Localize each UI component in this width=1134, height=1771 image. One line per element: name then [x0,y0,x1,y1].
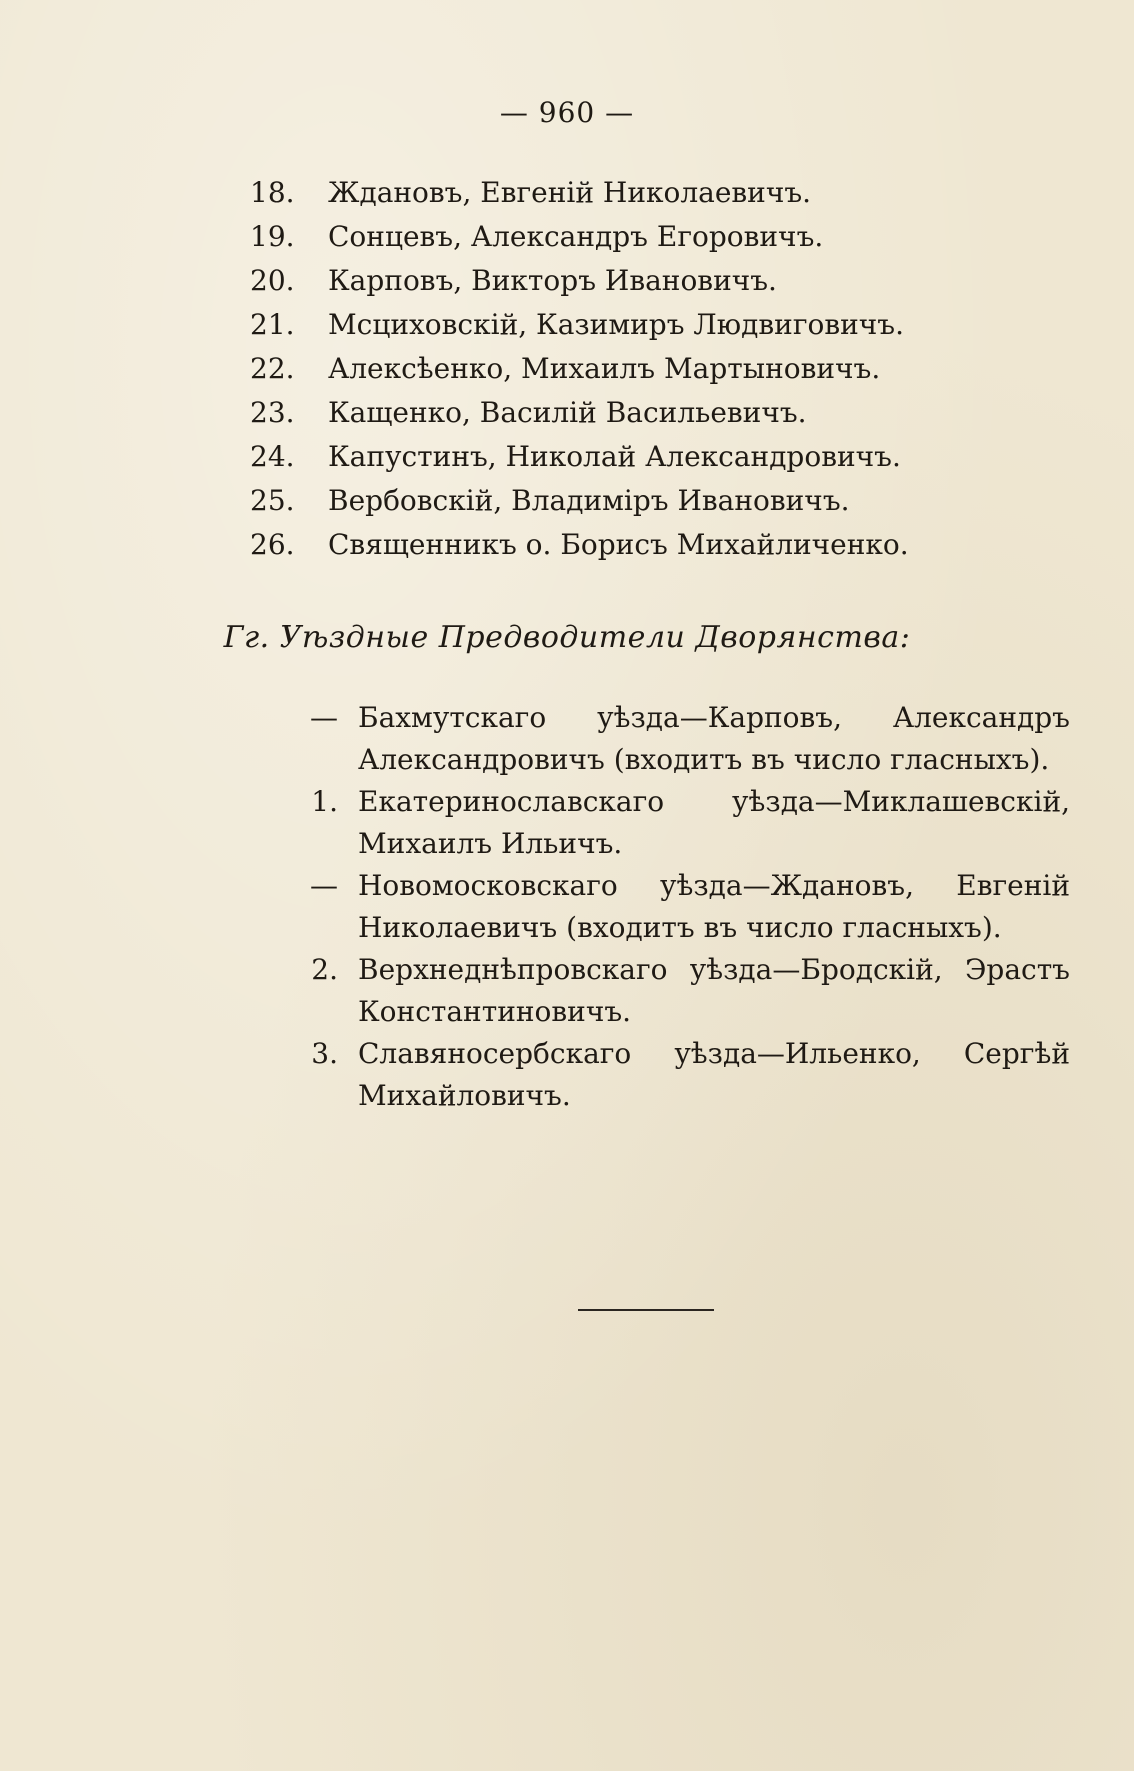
page-number: — 960 — [499,96,635,129]
item-number: 19. [250,220,295,253]
item-number: 23. [250,396,295,429]
member-name: Сонцевъ, Александръ Егоровичъ. [328,220,824,253]
marshal-list [270,697,1070,1117]
member-list [250,171,1080,567]
member-name: Священникъ о. Борисъ Михайличенко. [328,528,909,561]
list-item [250,435,1080,479]
list-item [270,949,1070,1033]
marshal-entry: Новомосковскаго уѣзда—Ждановъ, Евгеній Николаевичъ (входитъ въ число гласныхъ). [358,869,1070,944]
marshal-entry: Славяносербскаго уѣзда—Ильенко, Сергѣй Михайловичъ. [358,1037,1070,1112]
item-number: — [310,701,338,734]
item-number: 22. [250,352,295,385]
list-item [270,865,1070,949]
item-number: 21. [250,308,295,341]
list-item [250,479,1080,523]
list-item [250,171,1080,215]
list-item [250,523,1080,567]
list-item [250,259,1080,303]
list-item [250,391,1080,435]
list-item [250,303,1080,347]
list-item [270,697,1070,781]
item-number: 24. [250,440,295,473]
member-name: Алексѣенко, Михаилъ Мартыновичъ. [328,352,881,385]
member-name: Мсциховскій, Казимиръ Людвиговичъ. [328,308,904,341]
marshal-entry: Бахмутскаго уѣзда—Карповъ, Александръ Александровичъ (входитъ въ число гласныхъ). [358,701,1070,776]
member-name: Ждановъ, Евгеній Николаевичъ. [328,176,812,209]
item-number: 26. [250,528,295,561]
item-number: 25. [250,484,295,517]
list-item [270,781,1070,865]
member-name: Вербовскій, Владиміръ Ивановичъ. [328,484,850,517]
list-item [270,1033,1070,1117]
item-number: 20. [250,264,295,297]
marshal-entry: Екатеринославскаго уѣзда—Миклашевскій, Михаилъ Ильичъ. [358,785,1070,860]
item-number: 3. [311,1037,338,1070]
list-item [250,215,1080,259]
member-name: Карповъ, Викторъ Ивановичъ. [328,264,777,297]
section-heading: Гг. Уѣздные Предводители Дворянства: [223,620,911,655]
member-name: Капустинъ, Николай Александровичъ. [328,440,901,473]
item-number: 2. [311,953,338,986]
item-number: 18. [250,176,295,209]
end-rule-divider [578,1309,714,1311]
item-number: — [310,869,338,902]
marshal-entry: Верхнеднѣпровскаго уѣзда—Бродскій, Эрастъ Константиновичъ. [358,953,1070,1028]
list-item [250,347,1080,391]
item-number: 1. [311,785,338,818]
member-name: Кащенко, Василій Васильевичъ. [328,396,807,429]
